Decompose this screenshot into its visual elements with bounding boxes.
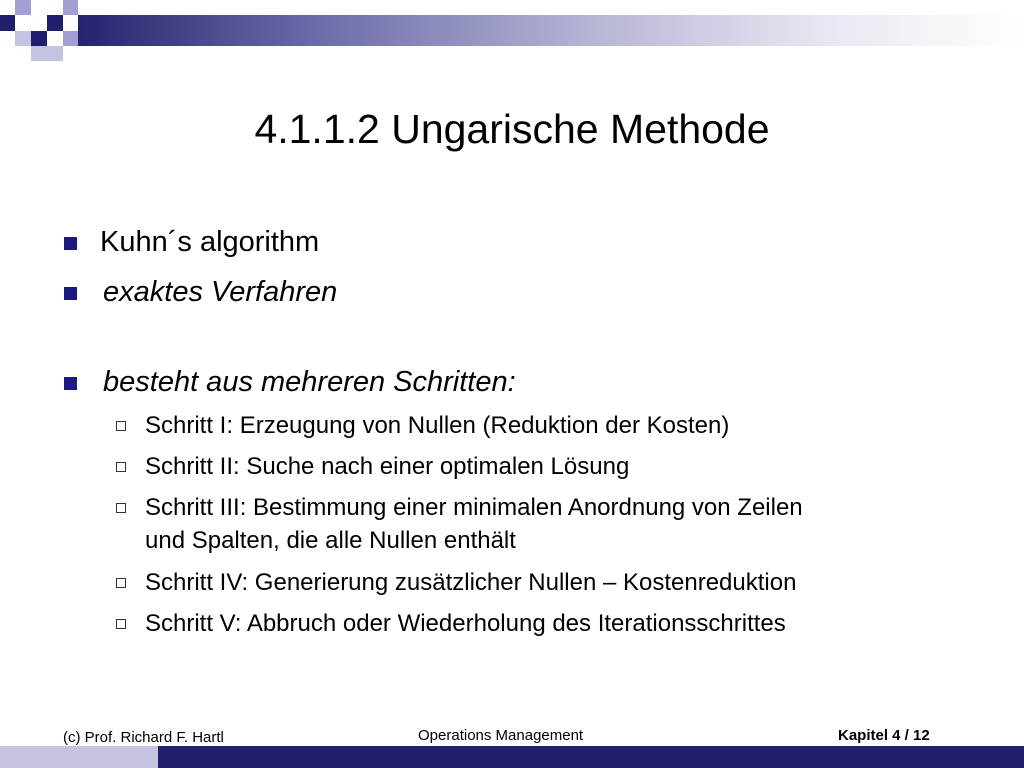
header-gradient-bar	[78, 15, 1024, 46]
sub-bullet-text-continuation: und Spalten, die alle Nullen enthält	[145, 527, 516, 554]
hollow-square-bullet-icon	[116, 421, 126, 431]
decor-square-navy-2	[47, 15, 63, 31]
sub-bullet-text: Schritt IV: Generierung zusätzlicher Nullen – Kostenreduktion	[145, 569, 797, 596]
square-bullet-icon	[64, 287, 77, 300]
slide-title: 4.1.1.2 Ungarische Methode	[254, 106, 770, 152]
bullet-text: besteht aus mehreren Schritten:	[103, 366, 516, 398]
hollow-square-bullet-icon	[116, 578, 126, 588]
sub-bullet-text: Schritt I: Erzeugung von Nullen (Reduktion der Kosten)	[145, 412, 730, 439]
hollow-square-bullet-icon	[116, 503, 126, 513]
decor-square-navy-3	[31, 31, 47, 46]
bullet-text: exaktes Verfahren	[103, 276, 338, 308]
decor-square-navy-1	[0, 15, 15, 31]
footer-author: (c) Prof. Richard F. Hartl	[63, 729, 224, 746]
sub-bullet-text: Schritt II: Suche nach einer optimalen Lösung	[145, 453, 630, 480]
decor-square-lavender-3	[63, 31, 78, 46]
footer-course: Operations Management	[418, 727, 584, 744]
square-bullet-icon	[64, 237, 77, 250]
decor-square-pale-3	[47, 46, 63, 61]
decor-square-lavender-1	[15, 0, 31, 15]
footer-bar	[158, 746, 1024, 768]
hollow-square-bullet-icon	[116, 619, 126, 629]
bullet-text: Kuhn´s algorithm	[100, 226, 320, 258]
hollow-square-bullet-icon	[116, 462, 126, 472]
sub-bullet-text: Schritt V: Abbruch oder Wiederholung des Iterationsschrittes	[145, 610, 786, 637]
sub-bullet-text: Schritt III: Bestimmung einer minimalen Anordnung von Zeilen	[145, 494, 803, 521]
footer-accent-block	[0, 746, 158, 768]
decor-square-pale-1	[15, 31, 31, 46]
decor-square-pale-2	[31, 46, 47, 61]
footer-page-number: Kapitel 4 / 12	[838, 727, 930, 744]
square-bullet-icon	[64, 377, 77, 390]
decor-square-lavender-2	[63, 0, 78, 15]
